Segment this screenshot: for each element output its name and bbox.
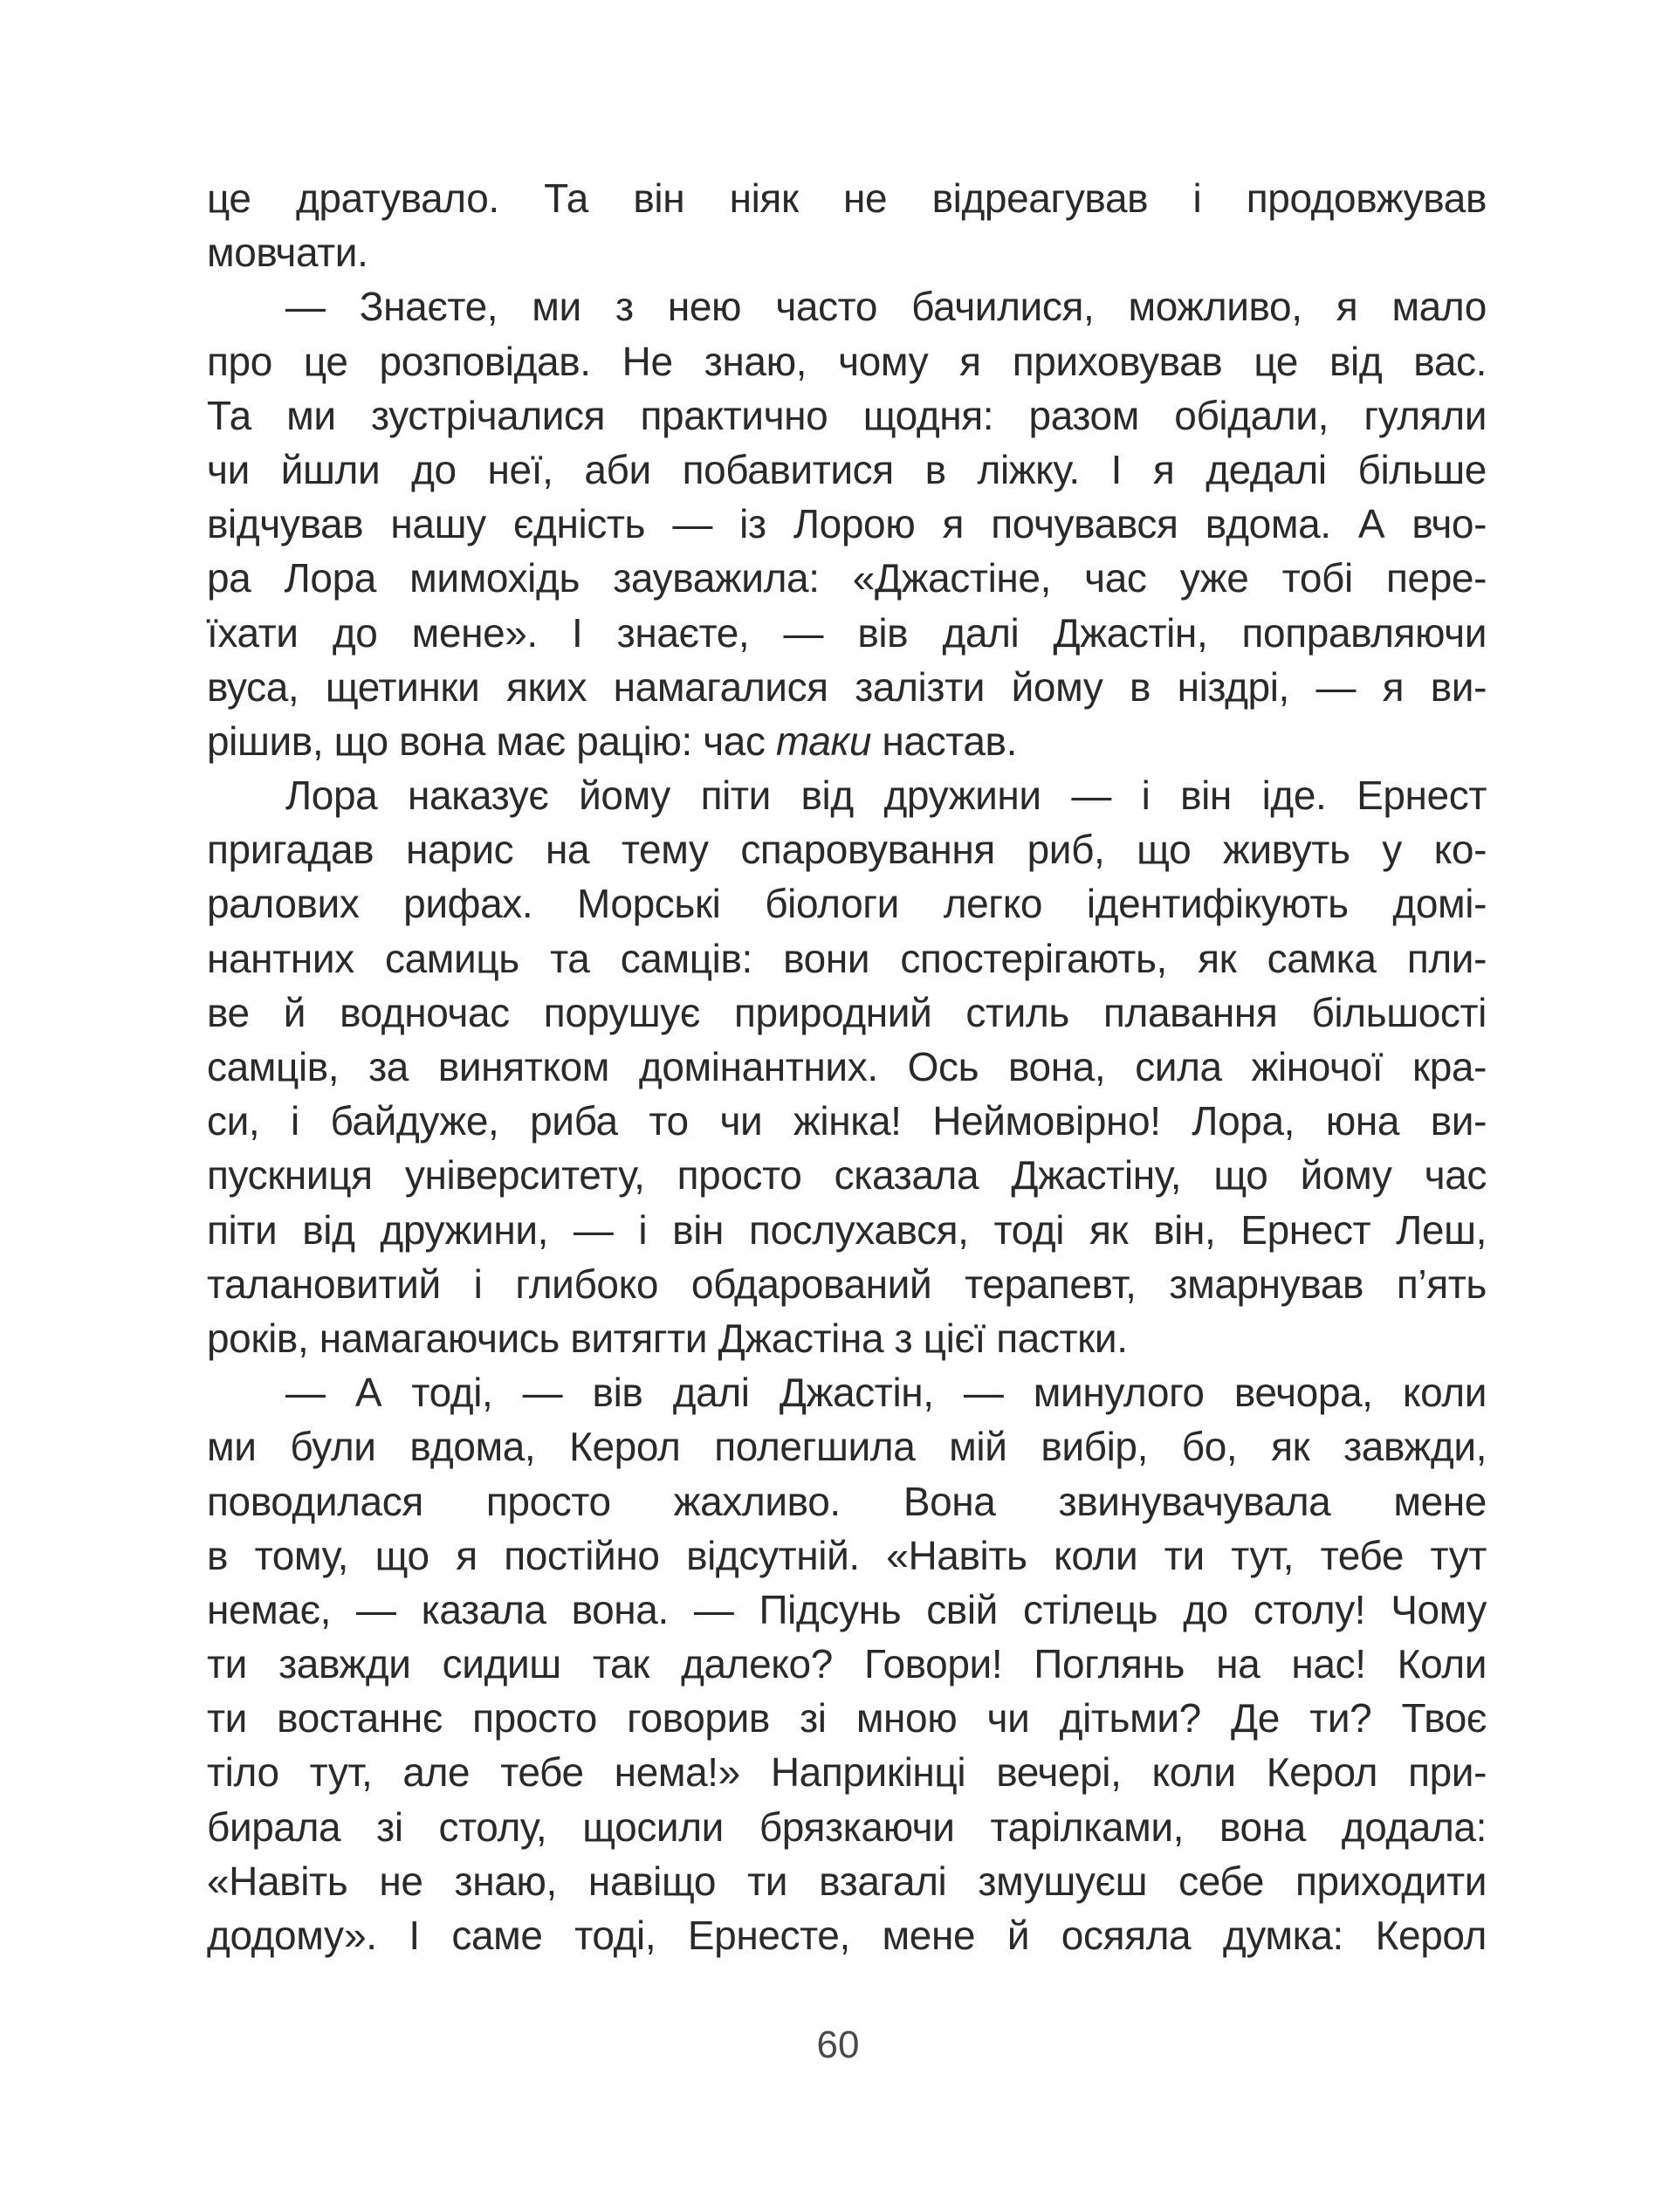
text-line: си, і байдуже, риба то чи жінка! Неймовірно! Лора, юна ви- xyxy=(207,1098,1487,1144)
text-line: це дратувало. Та він ніяк не відреагував і продовжував xyxy=(207,175,1487,221)
text-line: тіло тут, але тебе нема!» Наприкінці вечері, коли Керол при- xyxy=(207,1749,1487,1796)
text-line: ралових рифах. Морські біологи легко ідентифікують домі- xyxy=(207,881,1487,927)
italic-emphasis: таки xyxy=(775,718,872,764)
text-line: ве й водночас порушує природний стиль плавання більшості xyxy=(207,989,1487,1035)
text-run: настав. xyxy=(871,718,1017,764)
text-line: поводилася просто жахливо. Вона звинувачувала мене xyxy=(207,1478,1487,1524)
text-line: мовчати. xyxy=(207,230,368,276)
text-line: немає, — казала вона. — Підсунь свій стілець до столу! Чому xyxy=(207,1586,1487,1632)
paragraph-first-line: Лора наказує йому піти від дружини — і він іде. Ернест xyxy=(285,773,1487,819)
text-line: в тому, що я постійно відсутній. «Навіть коли ти тут, тебе тут xyxy=(207,1532,1487,1578)
text-line: пускниця університету, просто сказала Джастіну, що йому час xyxy=(207,1152,1487,1199)
text-line: чи йшли до неї, аби побавитися в ліжку. І я дедалі більше xyxy=(207,446,1487,492)
text-line: піти від дружини, — і він послухався, тоді як він, Ернест Леш, xyxy=(207,1206,1487,1253)
text-line: «Навіть не знаю, навіщо ти взагалі змушуєш себе приходити xyxy=(207,1858,1487,1904)
text-line: нантних самиць та самців: вони спостерігають, як самка пли- xyxy=(207,935,1487,981)
text-line: Та ми зустрічалися практично щодня: разом обідали, гуляли xyxy=(207,392,1487,438)
text-line: відчував нашу єдність — із Лорою я почувався вдома. А вчо- xyxy=(207,501,1487,547)
book-page-text xyxy=(207,171,1487,1962)
text-line: років, намагаючись витягти Джастіна з цієї пастки. xyxy=(207,1315,1128,1361)
text-line: ти востаннє просто говорив зі мною чи дітьми? Де ти? Твоє xyxy=(207,1695,1487,1741)
text-line xyxy=(207,714,1487,768)
text-line: самців, за винятком домінантних. Ось вона, сила жіночої кра- xyxy=(207,1044,1487,1089)
paragraph-first-line: — А тоді, — вів далі Джастін, — минулого вечора, коли xyxy=(285,1370,1487,1416)
text-line: ми були вдома, Керол полегшила мій вибір, бо, як завжди, xyxy=(207,1424,1487,1470)
text-line: додому». І саме тоді, Ернесте, мене й осяяла думка: Керол xyxy=(207,1913,1487,1958)
text-line: бирала зі столу, щосили брязкаючи тарілками, вона додала: xyxy=(207,1803,1487,1850)
paragraph-first-line: — Знаєте, ми з нею часто бачилися, можливо, я мало xyxy=(285,284,1487,330)
text-line: талановитий і глибоко обдарований терапевт, змарнував п’ять xyxy=(207,1261,1487,1307)
text-line: вуса, щетинки яких намагалися залізти йому в ніздрі, — я ви- xyxy=(207,663,1487,710)
text-line: ти завжди сидиш так далеко? Говори! Поглянь на нас! Коли xyxy=(207,1641,1487,1687)
text-run: рішив, що вона має рацію: час xyxy=(207,718,776,764)
page-number: 60 xyxy=(816,2023,860,2066)
text-line: їхати до мене». І знаєте, — вів далі Джастін, поправляючи xyxy=(207,609,1487,656)
text-line: пригадав нарис на тему спаровування риб, що живуть у ко- xyxy=(207,827,1487,873)
text-line: ра Лора мимохідь зауважила: «Джастіне, час уже тобі пере- xyxy=(207,555,1487,601)
text-line: про це розповідав. Не знаю, чому я приховував це від вас. xyxy=(207,338,1487,384)
